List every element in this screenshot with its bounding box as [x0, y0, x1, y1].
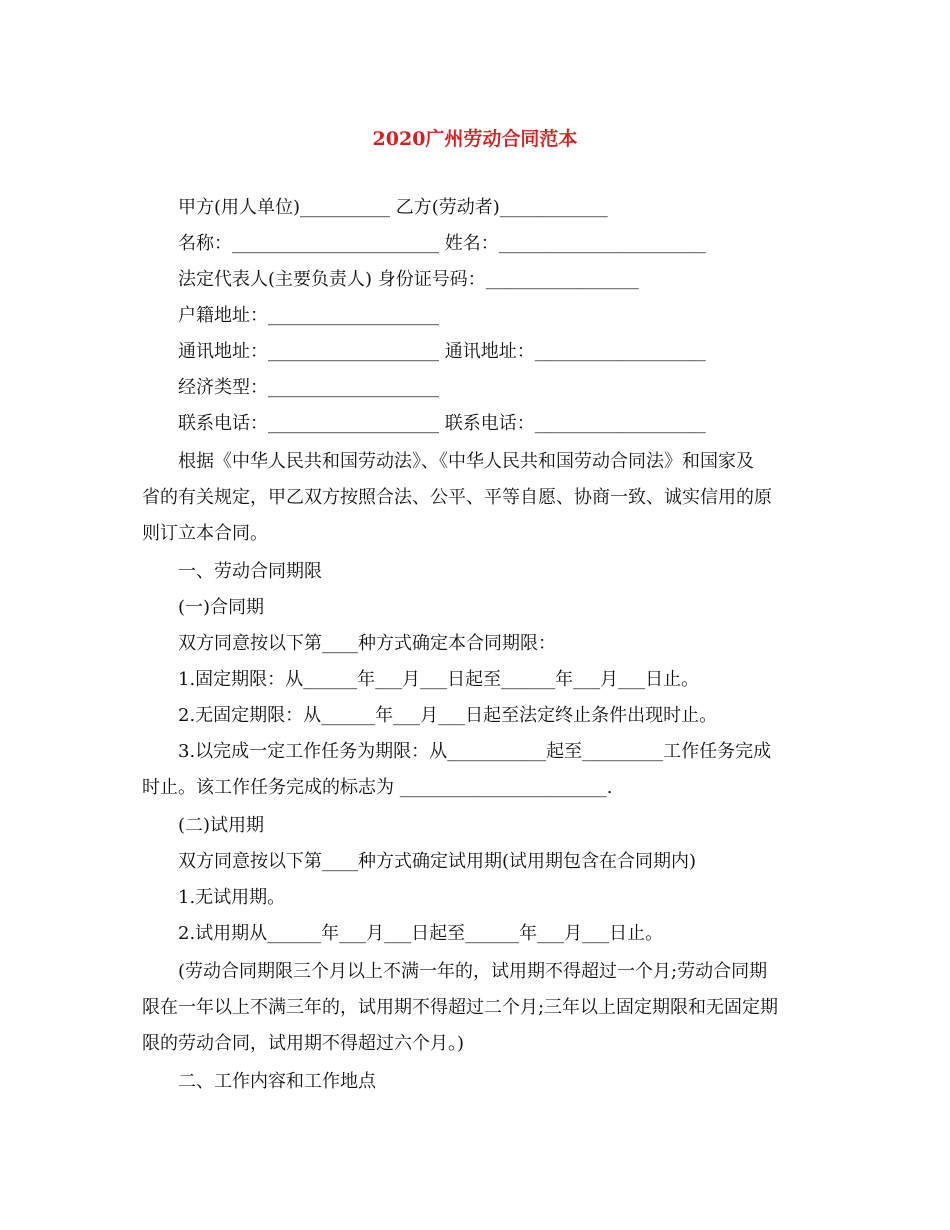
subsection-heading: (二)试用期 — [178, 815, 265, 836]
phone-line: 联系电话：___________________ 联系电话：___________________ — [178, 413, 706, 434]
economic-type-line: 经济类型：___________________ — [178, 377, 439, 398]
document-title: 2020广州劳动合同范本 — [372, 128, 578, 150]
note-line: (劳动合同期限三个月以上不满一年的，试用期不得超过一个月;劳动合同期 — [178, 961, 768, 982]
note-line: 限在一年以上不满三年的，试用期不得超过二个月;三年以上固定期限和无固定期 — [142, 997, 779, 1018]
representative-line: 法定代表人(主要负责人) 身份证号码：_________________ — [178, 269, 639, 290]
household-address-line: 户籍地址：___________________ — [178, 305, 439, 326]
note-line: 限的劳动合同，试用期不得超过六个月。) — [142, 1033, 465, 1054]
party-line: 甲方(用人单位)__________ 乙方(劳动者)____________ — [178, 197, 608, 218]
clause-line: 时止。该工作任务完成的标志为 _______________________. — [142, 777, 613, 798]
clause-line: 双方同意按以下第____种方式确定本合同期限： — [178, 633, 556, 654]
preamble-line: 则订立本合同。 — [142, 523, 268, 544]
clause-line: 1.无试用期。 — [178, 887, 286, 908]
clause-line: 双方同意按以下第____种方式确定试用期(试用期包含在合同期内) — [178, 851, 697, 872]
mailing-address-line: 通讯地址：___________________ 通讯地址：___________________ — [178, 341, 706, 362]
preamble-line: 省的有关规定，甲乙双方按照合法、公平、平等自愿、协商一致、诚实信用的原 — [142, 487, 772, 508]
section-heading: 二、工作内容和工作地点 — [178, 1071, 376, 1092]
preamble-line: 根据《中华人民共和国劳动法》、《中华人民共和国劳动合同法》和国家及 — [178, 451, 754, 472]
name-line: 名称：_______________________ 姓名：_______________________ — [178, 233, 706, 254]
clause-line: 3.以完成一定工作任务为期限：从___________起至_________工作任务完成 — [178, 741, 772, 762]
clause-line: 1.固定期限：从______年___月___日起至______年___月___日止。 — [178, 669, 700, 690]
clause-line: 2.试用期从______年___月___日起至______年___月___日止。 — [178, 923, 664, 944]
section-heading: 一、劳动合同期限 — [178, 561, 322, 582]
clause-line: 2.无固定期限：从______年___月___日起至法定终止条件出现时止。 — [178, 705, 718, 726]
subsection-heading: (一)合同期 — [178, 597, 265, 618]
